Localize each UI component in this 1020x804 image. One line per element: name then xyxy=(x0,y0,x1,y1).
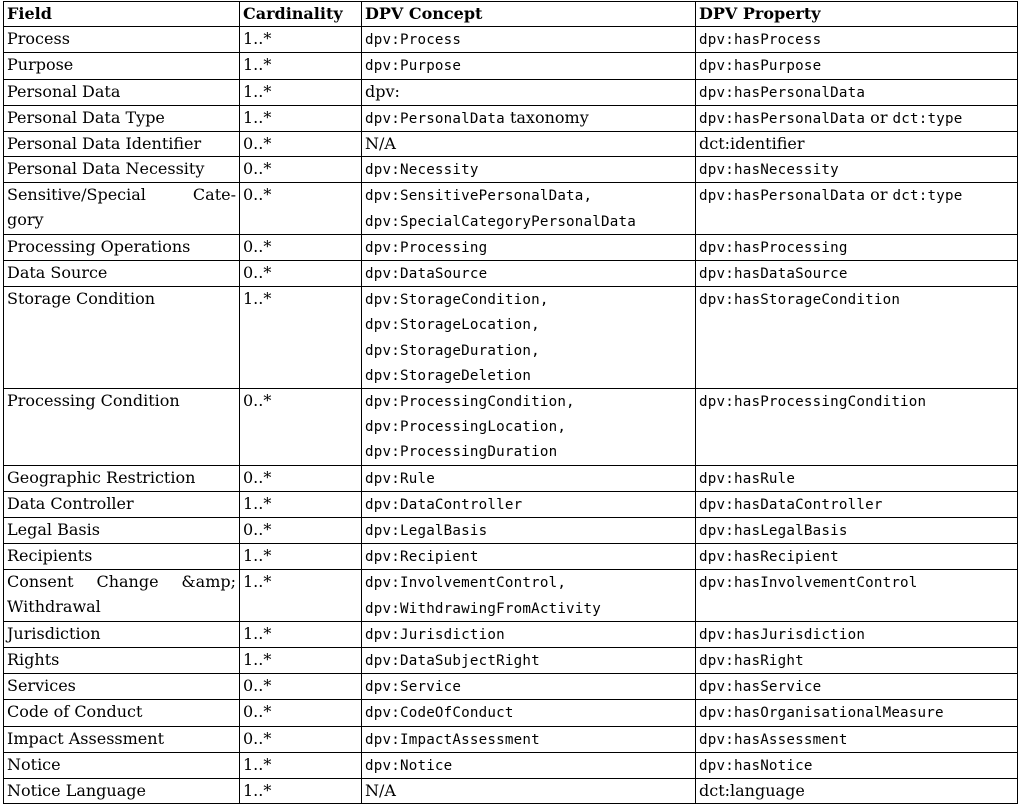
cardinality-cell: 0..* xyxy=(240,132,362,157)
field-text: Consent Change &amp; xyxy=(7,572,236,592)
field-cell xyxy=(4,261,240,287)
table-row xyxy=(4,261,1018,287)
property-line xyxy=(699,622,1014,647)
concept-line xyxy=(365,674,692,699)
concept-line xyxy=(365,80,692,104)
property-line xyxy=(699,570,1014,595)
field-text: Data Source xyxy=(7,263,108,283)
table-row xyxy=(4,132,1018,157)
field-text: Processing Operations xyxy=(7,236,191,256)
field-cell xyxy=(4,157,240,183)
concept-line xyxy=(365,622,692,647)
property-code: dpv:hasPersonalData xyxy=(699,84,866,101)
header-dpv-property: DPV Property xyxy=(696,2,1018,27)
cardinality-cell: 1..* xyxy=(240,491,362,517)
property-code: dpv:hasStorageCondition xyxy=(699,292,901,309)
property-code: dpv:hasNotice xyxy=(699,757,813,774)
field-text: Data Controller xyxy=(7,493,134,513)
property-code: dpv:hasRight xyxy=(699,653,804,670)
property-line xyxy=(699,518,1014,543)
concept-code: dpv:DataSubjectRight xyxy=(365,653,540,670)
cardinality-cell: 0..* xyxy=(240,726,362,752)
dpv-property-cell xyxy=(696,389,1018,466)
cardinality-cell: 0..* xyxy=(240,183,362,234)
concept-text: dpv: xyxy=(365,81,400,101)
cardinality-cell: 0..* xyxy=(240,261,362,287)
cardinality-cell: 1..* xyxy=(240,544,362,570)
concept-code: dpv:Service xyxy=(365,679,462,696)
concept-line xyxy=(365,648,692,673)
table-row xyxy=(4,726,1018,752)
property-line xyxy=(699,27,1014,52)
concept-code: dpv:SpecialCategoryPersonalData xyxy=(365,213,636,230)
table-row xyxy=(4,518,1018,544)
table-row xyxy=(4,700,1018,726)
cardinality-cell: 0..* xyxy=(240,700,362,726)
header-field: Field xyxy=(4,2,240,27)
concept-code: dpv:StorageLocation, xyxy=(365,317,540,334)
dpv-property-cell xyxy=(696,648,1018,674)
dpv-concept-cell xyxy=(362,261,696,287)
property-line xyxy=(699,648,1014,673)
field-text: Personal Data Necessity xyxy=(7,159,205,179)
property-code: dpv:hasService xyxy=(699,679,822,696)
property-code: dpv:hasProcessing xyxy=(699,239,848,256)
field-cell xyxy=(4,465,240,491)
field-text: Processing Condition xyxy=(7,391,180,411)
property-line xyxy=(699,157,1014,182)
concept-line xyxy=(365,183,692,208)
cardinality-cell: 1..* xyxy=(240,79,362,105)
property-code: dpv:hasDataController xyxy=(699,496,883,513)
field-cell xyxy=(4,544,240,570)
table-body xyxy=(4,27,1018,804)
property-code: dpv:hasDataSource xyxy=(699,266,848,283)
concept-code: dpv:SensitivePersonalData, xyxy=(365,188,593,205)
cardinality-cell: 0..* xyxy=(240,389,362,466)
concept-code: dpv:StorageDuration, xyxy=(365,342,540,359)
dpv-concept-cell xyxy=(362,287,696,389)
concept-line xyxy=(365,132,692,156)
concept-line xyxy=(365,261,692,286)
dpv-property-cell xyxy=(696,752,1018,778)
dpv-concept-cell xyxy=(362,157,696,183)
dpv-concept-cell xyxy=(362,27,696,53)
concept-line xyxy=(365,727,692,752)
cardinality-cell: 0..* xyxy=(240,674,362,700)
field-text: Code of Conduct xyxy=(7,702,143,722)
concept-line xyxy=(365,492,692,517)
table-row xyxy=(4,674,1018,700)
concept-text: taxonomy xyxy=(504,107,589,127)
dpv-concept-cell xyxy=(362,700,696,726)
dpv-concept-cell xyxy=(362,79,696,105)
dpv-concept-cell xyxy=(362,183,696,234)
concept-line xyxy=(365,544,692,569)
concept-line xyxy=(365,466,692,491)
table-row xyxy=(4,389,1018,466)
property-line xyxy=(699,492,1014,517)
concept-code: dpv:Recipient xyxy=(365,549,479,566)
concept-code: dpv:StorageDeletion xyxy=(365,367,532,384)
dpv-concept-cell xyxy=(362,465,696,491)
dpv-concept-cell xyxy=(362,621,696,647)
property-code: dpv:hasProcess xyxy=(699,32,822,49)
dpv-property-cell xyxy=(696,105,1018,131)
dpv-concept-cell xyxy=(362,544,696,570)
dpv-property-cell xyxy=(696,79,1018,105)
dpv-concept-cell xyxy=(362,779,696,804)
dpv-mapping-table xyxy=(3,1,1018,804)
concept-line xyxy=(365,27,692,52)
table-row xyxy=(4,27,1018,53)
field-text: Withdrawal xyxy=(7,596,101,616)
property-line xyxy=(699,779,1014,803)
dpv-property-cell xyxy=(696,779,1018,804)
concept-line xyxy=(365,235,692,260)
property-code: dpv:hasProcessingCondition xyxy=(699,394,927,411)
concept-line xyxy=(365,363,692,388)
property-line xyxy=(699,183,1014,208)
dpv-property-cell xyxy=(696,157,1018,183)
table-row xyxy=(4,570,1018,621)
concept-code: dpv:ProcessingCondition, xyxy=(365,394,575,411)
field-cell xyxy=(4,53,240,79)
table-row xyxy=(4,157,1018,183)
field-text: Services xyxy=(7,676,76,696)
field-cell xyxy=(4,621,240,647)
property-text: dct:identifier xyxy=(699,134,805,154)
cardinality-cell: 1..* xyxy=(240,621,362,647)
concept-text: N/A xyxy=(365,781,396,801)
cardinality-cell: 1..* xyxy=(240,779,362,804)
property-line xyxy=(699,106,1014,131)
concept-line xyxy=(365,700,692,725)
dpv-concept-cell xyxy=(362,105,696,131)
dpv-concept-cell xyxy=(362,491,696,517)
concept-code: dpv:DataSource xyxy=(365,266,488,283)
field-text: Notice xyxy=(7,754,61,774)
field-cell xyxy=(4,570,240,621)
concept-line xyxy=(365,439,692,464)
dpv-property-cell xyxy=(696,132,1018,157)
field-cell xyxy=(4,105,240,131)
field-cell xyxy=(4,183,240,234)
concept-code: dpv:Rule xyxy=(365,470,435,487)
field-cell xyxy=(4,491,240,517)
field-cell xyxy=(4,700,240,726)
concept-text: N/A xyxy=(365,134,396,154)
concept-code: dpv:Necessity xyxy=(365,162,479,179)
property-line xyxy=(699,466,1014,491)
concept-line xyxy=(365,338,692,363)
field-cell xyxy=(4,648,240,674)
dpv-concept-cell xyxy=(362,389,696,466)
concept-line xyxy=(365,389,692,414)
cardinality-cell: 1..* xyxy=(240,105,362,131)
dpv-concept-cell xyxy=(362,726,696,752)
cardinality-cell: 0..* xyxy=(240,518,362,544)
dpv-concept-cell xyxy=(362,674,696,700)
field-text: Storage Condition xyxy=(7,289,156,309)
field-cell xyxy=(4,287,240,389)
dpv-concept-cell xyxy=(362,648,696,674)
property-code: dpv:hasPersonalData xyxy=(699,110,866,127)
property-line xyxy=(699,235,1014,260)
property-code: dpv:hasLegalBasis xyxy=(699,523,848,540)
property-code: dpv:hasJurisdiction xyxy=(699,626,866,643)
field-text: Recipients xyxy=(7,546,93,566)
dpv-concept-cell xyxy=(362,518,696,544)
field-text: Purpose xyxy=(7,55,74,75)
table-row xyxy=(4,465,1018,491)
dpv-property-cell xyxy=(696,491,1018,517)
concept-code: dpv:PersonalData xyxy=(365,110,505,127)
field-text: Geographic Restriction xyxy=(7,467,196,487)
concept-line xyxy=(365,518,692,543)
field-cell xyxy=(4,518,240,544)
dpv-property-cell xyxy=(696,53,1018,79)
table-row xyxy=(4,544,1018,570)
cardinality-cell: 0..* xyxy=(240,157,362,183)
field-text: Sensitive/Special Cate- xyxy=(7,185,236,205)
cardinality-cell: 1..* xyxy=(240,287,362,389)
header-cardinality: Cardinality xyxy=(240,2,362,27)
property-code: dct:type xyxy=(892,110,963,127)
field-text: Personal Data Identifier xyxy=(7,134,202,154)
property-line xyxy=(699,700,1014,725)
dpv-property-cell xyxy=(696,234,1018,260)
concept-code: dpv:Jurisdiction xyxy=(365,626,505,643)
property-code: dpv:hasOrganisationalMeasure xyxy=(699,705,944,722)
cardinality-cell: 1..* xyxy=(240,53,362,79)
dpv-concept-cell xyxy=(362,570,696,621)
table-row xyxy=(4,287,1018,389)
concept-line xyxy=(365,779,692,803)
field-text: Process xyxy=(7,29,70,49)
dpv-property-cell xyxy=(696,518,1018,544)
dpv-property-cell xyxy=(696,621,1018,647)
field-cell xyxy=(4,726,240,752)
table-row xyxy=(4,234,1018,260)
field-text: gory xyxy=(7,209,44,229)
property-line xyxy=(699,753,1014,778)
field-cell xyxy=(4,79,240,105)
field-text: Jurisdiction xyxy=(7,623,101,643)
property-code: dpv:hasRule xyxy=(699,470,796,487)
concept-line xyxy=(365,414,692,439)
cardinality-cell: 1..* xyxy=(240,27,362,53)
dpv-concept-cell xyxy=(362,234,696,260)
property-line xyxy=(699,389,1014,414)
dpv-concept-cell xyxy=(362,53,696,79)
concept-code: dpv:Process xyxy=(365,32,462,49)
property-line xyxy=(699,80,1014,105)
dpv-property-cell xyxy=(696,183,1018,234)
concept-code: dpv:ProcessingDuration xyxy=(365,444,558,461)
dpv-property-cell xyxy=(696,465,1018,491)
field-cell xyxy=(4,234,240,260)
concept-line xyxy=(365,209,692,234)
property-line xyxy=(699,544,1014,569)
dpv-concept-cell xyxy=(362,132,696,157)
field-cell xyxy=(4,132,240,157)
table-row xyxy=(4,183,1018,234)
concept-code: dpv:InvolvementControl, xyxy=(365,575,567,592)
dpv-concept-cell xyxy=(362,752,696,778)
cardinality-cell: 0..* xyxy=(240,234,362,260)
dpv-property-cell xyxy=(696,570,1018,621)
header-row xyxy=(4,2,1018,27)
table-row xyxy=(4,648,1018,674)
dpv-property-cell xyxy=(696,544,1018,570)
field-text: Personal Data Type xyxy=(7,107,165,127)
property-line xyxy=(699,674,1014,699)
table-row xyxy=(4,53,1018,79)
field-text: Legal Basis xyxy=(7,520,100,540)
field-cell xyxy=(4,27,240,53)
concept-code: dpv:StorageCondition, xyxy=(365,292,549,309)
table-row xyxy=(4,491,1018,517)
table-row xyxy=(4,779,1018,804)
property-code: dpv:hasInvolvementControl xyxy=(699,575,918,592)
concept-code: dpv:DataController xyxy=(365,496,523,513)
property-line xyxy=(699,287,1014,312)
field-text: Personal Data xyxy=(7,81,121,101)
cardinality-cell: 0..* xyxy=(240,465,362,491)
property-code: dpv:hasNecessity xyxy=(699,162,839,179)
concept-code: dpv:LegalBasis xyxy=(365,523,488,540)
concept-line xyxy=(365,106,692,131)
table-row xyxy=(4,621,1018,647)
concept-line xyxy=(365,570,692,595)
table-row xyxy=(4,105,1018,131)
property-text: or xyxy=(865,107,893,127)
property-code: dct:type xyxy=(892,188,963,205)
table-row xyxy=(4,752,1018,778)
dpv-property-cell xyxy=(696,700,1018,726)
property-line xyxy=(699,53,1014,78)
field-text: Rights xyxy=(7,650,60,670)
property-code: dpv:hasPersonalData xyxy=(699,188,866,205)
cardinality-cell: 1..* xyxy=(240,570,362,621)
dpv-property-cell xyxy=(696,287,1018,389)
concept-line xyxy=(365,596,692,621)
concept-code: dpv:Notice xyxy=(365,757,453,774)
dpv-property-cell xyxy=(696,726,1018,752)
concept-code: dpv:ProcessingLocation, xyxy=(365,419,567,436)
concept-line xyxy=(365,753,692,778)
field-cell xyxy=(4,752,240,778)
concept-line xyxy=(365,312,692,337)
field-cell xyxy=(4,389,240,466)
field-cell xyxy=(4,674,240,700)
dpv-property-cell xyxy=(696,261,1018,287)
property-line xyxy=(699,132,1014,156)
concept-code: dpv:CodeOfConduct xyxy=(365,705,514,722)
concept-line xyxy=(365,53,692,78)
concept-code: dpv:ImpactAssessment xyxy=(365,731,540,748)
cardinality-cell: 1..* xyxy=(240,752,362,778)
property-line xyxy=(699,727,1014,752)
header-dpv-concept: DPV Concept xyxy=(362,2,696,27)
concept-code: dpv:Processing xyxy=(365,239,488,256)
property-text: dct:language xyxy=(699,781,805,801)
field-text: Notice Language xyxy=(7,781,146,801)
property-line xyxy=(699,261,1014,286)
concept-code: dpv:Purpose xyxy=(365,58,462,75)
concept-line xyxy=(365,157,692,182)
property-text: or xyxy=(865,185,893,205)
concept-code: dpv:WithdrawingFromActivity xyxy=(365,600,602,617)
concept-line xyxy=(365,287,692,312)
dpv-property-cell xyxy=(696,27,1018,53)
field-cell xyxy=(4,779,240,804)
property-code: dpv:hasPurpose xyxy=(699,58,822,75)
field-text: Impact Assessment xyxy=(7,728,164,748)
table-row xyxy=(4,79,1018,105)
property-code: dpv:hasRecipient xyxy=(699,549,839,566)
property-code: dpv:hasAssessment xyxy=(699,731,848,748)
dpv-property-cell xyxy=(696,674,1018,700)
cardinality-cell: 1..* xyxy=(240,648,362,674)
